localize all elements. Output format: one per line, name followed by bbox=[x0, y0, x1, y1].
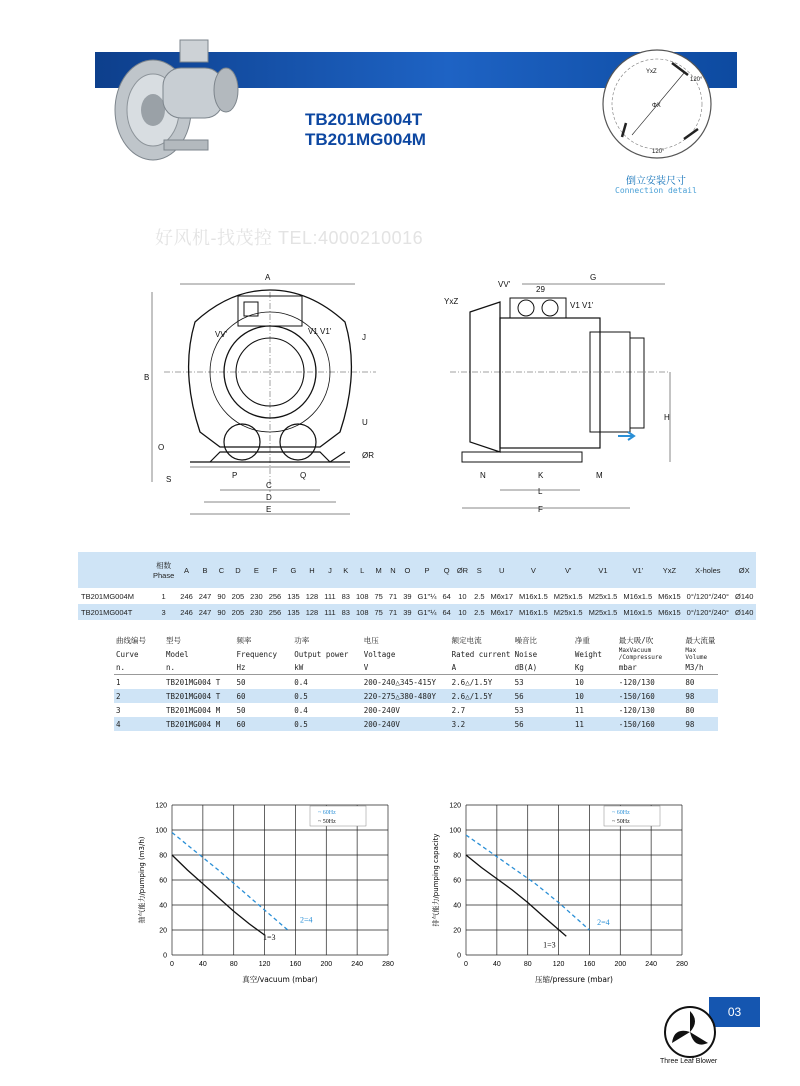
dim-D: D bbox=[266, 493, 272, 502]
dim-VV: VV' bbox=[215, 330, 228, 339]
dimension-value-cell: M16x1.5 bbox=[623, 607, 653, 617]
series-line-50Hz bbox=[466, 855, 566, 936]
performance-table-row bbox=[114, 689, 718, 703]
dimension-value-cell: 108 bbox=[355, 607, 369, 617]
performance-cell: Max Volume bbox=[685, 647, 708, 661]
performance-cell: 11 bbox=[574, 719, 584, 729]
y-tick-label: 80 bbox=[159, 852, 167, 860]
model-title-t: TB201MG004T bbox=[305, 110, 423, 129]
performance-cell: 0.5 bbox=[294, 691, 308, 701]
performance-cell: 80 bbox=[685, 705, 695, 715]
dim-O: O bbox=[158, 443, 165, 452]
performance-cell: 电压 bbox=[363, 636, 379, 645]
performance-cell: Hz bbox=[236, 663, 246, 672]
dim-YxZ: YxZ bbox=[444, 297, 459, 306]
x-axis-label: 真空/vacuum (mbar) bbox=[242, 975, 318, 984]
curve-annotation: 2=4 bbox=[597, 918, 610, 927]
performance-cell: 98 bbox=[685, 719, 695, 729]
dimension-value-cell: 230 bbox=[250, 591, 263, 601]
performance-cell: 50 bbox=[234, 675, 292, 690]
dim-J: J bbox=[362, 333, 366, 342]
x-axis-label: 压缩/pressure (mbar) bbox=[535, 975, 613, 984]
dimension-header-cell: YxZ bbox=[662, 565, 677, 575]
connection-angle2-label: 120° bbox=[652, 149, 665, 155]
performance-cell: 0.4 bbox=[292, 675, 362, 690]
dimension-value-cell: 10 bbox=[458, 607, 467, 617]
dim-Q: Q bbox=[300, 471, 307, 480]
legend-entry: ~ 60Hz bbox=[318, 810, 336, 816]
dimension-value-cell: 2.5 bbox=[474, 607, 485, 617]
performance-cell: TB201MG004 T bbox=[164, 675, 234, 690]
x-tick-label: 200 bbox=[320, 961, 333, 968]
x-tick-label: 240 bbox=[351, 961, 363, 968]
performance-cell: 200-240△345-415Y bbox=[362, 675, 450, 690]
dimension-value-cell: G1"¼ bbox=[417, 591, 437, 601]
dim-U: U bbox=[362, 418, 368, 427]
performance-cell: Frequency bbox=[236, 649, 278, 659]
performance-cell: 11 bbox=[574, 705, 584, 715]
vacuum-chart bbox=[132, 795, 402, 995]
dimension-header-cell: L bbox=[360, 565, 365, 575]
dimension-value-cell: 247 bbox=[198, 591, 212, 601]
x-tick-label: 240 bbox=[645, 961, 657, 968]
dim-R: ØR bbox=[362, 451, 374, 460]
x-tick-label: 200 bbox=[614, 961, 627, 968]
y-tick-label: 20 bbox=[453, 927, 461, 935]
dimension-header-cell: F bbox=[272, 565, 278, 575]
performance-cell: Output power bbox=[294, 649, 349, 659]
performance-table bbox=[114, 634, 718, 731]
performance-table-row bbox=[114, 717, 718, 731]
dimension-value-cell: 39 bbox=[403, 591, 412, 601]
dimension-value-cell: 135 bbox=[287, 607, 300, 617]
dimension-header-cell: M bbox=[375, 565, 382, 575]
performance-table-row bbox=[114, 675, 718, 690]
dimension-value-cell: 205 bbox=[231, 591, 245, 601]
dimension-table-corner bbox=[78, 552, 150, 588]
performance-cell: TB201MG004 T bbox=[166, 691, 221, 701]
performance-cell: Kg bbox=[574, 663, 584, 672]
performance-cell: Curve bbox=[116, 649, 139, 659]
dim-C: C bbox=[266, 481, 272, 490]
y-tick-label: 60 bbox=[453, 877, 461, 885]
curve-annotation: 1=3 bbox=[543, 940, 556, 950]
dimension-value-cell: 205 bbox=[231, 607, 245, 617]
dimension-value-cell: 128 bbox=[305, 591, 319, 601]
performance-cell: 4 bbox=[116, 719, 121, 729]
performance-cell: -120/130 bbox=[618, 705, 655, 715]
dimension-value-cell: 64 bbox=[442, 607, 451, 617]
performance-cell: 60 bbox=[236, 691, 246, 701]
y-tick-label: 100 bbox=[449, 827, 461, 835]
performance-cell: 3 bbox=[116, 705, 121, 715]
dimension-header-cell: V' bbox=[564, 565, 572, 575]
dimension-value-cell: 256 bbox=[268, 591, 282, 601]
x-tick-label: 120 bbox=[552, 961, 565, 968]
performance-cell: 最大流量 bbox=[685, 636, 716, 645]
dimension-table-row bbox=[78, 588, 756, 604]
dimension-header-cell: K bbox=[343, 565, 349, 575]
dimension-table-row bbox=[78, 604, 756, 620]
performance-cell: 50 bbox=[236, 705, 246, 715]
performance-header-row-cn bbox=[114, 634, 718, 647]
dim-M: M bbox=[596, 471, 603, 480]
y-axis-label: 排气能力/pumping capacity bbox=[432, 833, 440, 927]
performance-cell: V bbox=[363, 663, 369, 672]
x-tick-label: 160 bbox=[583, 961, 596, 968]
dimension-value-cell: 90 bbox=[217, 591, 226, 601]
y-tick-label: 40 bbox=[453, 902, 461, 910]
dim-N: N bbox=[480, 471, 486, 480]
dimension-value-cell: 1 bbox=[161, 591, 166, 601]
connection-caption-cn: 倒立安装尺寸 bbox=[626, 176, 686, 187]
dimension-value-cell: M25x1.5 bbox=[588, 591, 618, 601]
dimension-value-cell: 71 bbox=[388, 591, 398, 601]
page-number: 03 bbox=[709, 997, 760, 1027]
dimension-value-cell: 83 bbox=[341, 591, 350, 601]
performance-cell: MaxVacuum /Compressure bbox=[618, 647, 663, 661]
dim-H: H bbox=[664, 413, 670, 422]
performance-cell: 200-240V bbox=[363, 705, 400, 715]
blower-product-image bbox=[108, 28, 248, 168]
performance-cell: 10 bbox=[573, 675, 617, 690]
performance-cell: 2.7 bbox=[451, 705, 466, 715]
dim-K: K bbox=[538, 471, 544, 480]
dimension-header-cell: U bbox=[499, 565, 505, 575]
dimension-value-cell: 0°/120°/240° bbox=[686, 607, 730, 617]
y-tick-label: 0 bbox=[457, 952, 461, 960]
dimension-value-cell: 90 bbox=[217, 607, 226, 617]
dimension-header-cell: V1' bbox=[632, 565, 644, 575]
y-tick-label: 120 bbox=[155, 802, 167, 810]
performance-cell: 220-275△380-480Y bbox=[363, 691, 436, 701]
performance-cell: Rated current bbox=[451, 649, 511, 659]
performance-cell: dB(A) bbox=[514, 663, 538, 672]
dimension-model-cell: TB201MG004M bbox=[81, 591, 134, 601]
curve-annotation: 1=3 bbox=[263, 933, 276, 942]
dim-B: B bbox=[144, 373, 150, 382]
performance-cell: 56 bbox=[514, 691, 524, 701]
dimension-value-cell: 111 bbox=[324, 607, 336, 617]
dimension-header-cell: C bbox=[218, 565, 225, 575]
dimension-table bbox=[78, 552, 756, 620]
performance-cell: n. bbox=[166, 663, 176, 672]
performance-cell: -120/130 bbox=[617, 675, 684, 690]
dimension-value-cell: 64 bbox=[442, 591, 451, 601]
connection-yxz-label: YxZ bbox=[646, 69, 657, 75]
dimension-value-cell: 0°/120°/240° bbox=[686, 591, 730, 601]
x-tick-label: 80 bbox=[229, 961, 238, 968]
connection-diameter-label: ΦX bbox=[652, 103, 661, 109]
dimension-header-cell: V1 bbox=[598, 565, 608, 575]
legend-entry: ~ 50Hz bbox=[318, 819, 336, 825]
dim-A: A bbox=[265, 273, 271, 282]
dimension-header-cell: G bbox=[290, 565, 297, 575]
dimension-value-cell: 247 bbox=[198, 607, 212, 617]
dimension-header-cell: X-holes bbox=[695, 565, 721, 575]
performance-cell: -150/160 bbox=[618, 719, 655, 729]
performance-cell: 曲线编号 bbox=[116, 636, 146, 645]
dimension-value-cell: G1"¼ bbox=[417, 607, 437, 617]
dimension-value-cell: M25x1.5 bbox=[553, 607, 583, 617]
dim-V1-side: V1 V1' bbox=[570, 301, 594, 310]
y-tick-label: 20 bbox=[159, 927, 167, 935]
dimension-model-cell: TB201MG004T bbox=[81, 607, 133, 617]
dimension-value-cell: 246 bbox=[180, 607, 193, 617]
dimension-value-cell: 108 bbox=[355, 591, 369, 601]
performance-cell: 2.6△/1.5Y bbox=[450, 675, 513, 690]
x-tick-label: 80 bbox=[523, 961, 532, 968]
dim-29: 29 bbox=[536, 285, 545, 294]
x-tick-label: 0 bbox=[464, 961, 468, 968]
performance-header-row bbox=[114, 647, 718, 661]
performance-cell: 200-240V bbox=[363, 719, 400, 729]
performance-cell: 10 bbox=[574, 691, 584, 701]
performance-cell: 60 bbox=[236, 719, 246, 729]
three-leaf-logo-icon bbox=[662, 1005, 718, 1059]
dimension-header-cell: B bbox=[202, 565, 208, 575]
chart-legend bbox=[310, 806, 366, 826]
dimension-header-cell: ØR bbox=[456, 565, 469, 575]
performance-cell: n. bbox=[116, 663, 126, 672]
performance-cell: 1 bbox=[114, 675, 164, 690]
performance-units-row bbox=[114, 661, 718, 675]
dimension-value-cell: 128 bbox=[305, 607, 319, 617]
dimension-header-cell: A bbox=[184, 565, 190, 575]
x-tick-label: 40 bbox=[492, 961, 501, 968]
dimension-header-cell: V bbox=[530, 565, 536, 575]
pressure-chart bbox=[426, 795, 696, 995]
dimension-value-cell: 3 bbox=[161, 607, 166, 617]
dimension-value-cell: M6x17 bbox=[490, 607, 514, 617]
y-axis-label: 抽气能力/pumping (m3/h) bbox=[138, 836, 146, 924]
performance-cell: A bbox=[451, 663, 457, 672]
dimension-header-cell: E bbox=[253, 565, 259, 575]
chart-legend bbox=[604, 806, 660, 826]
dimension-header-cell: Q bbox=[443, 565, 450, 575]
dimension-value-cell: 230 bbox=[250, 607, 263, 617]
performance-cell: mbar bbox=[618, 663, 637, 672]
dim-G: G bbox=[590, 273, 597, 282]
performance-cell: 80 bbox=[683, 675, 718, 690]
dimension-header-cell: P bbox=[424, 565, 430, 575]
dimension-value-cell: 75 bbox=[374, 607, 383, 617]
connection-detail-diagram bbox=[602, 45, 712, 163]
performance-cell: 53 bbox=[514, 705, 524, 715]
dim-E: E bbox=[266, 505, 272, 514]
x-tick-label: 280 bbox=[382, 961, 394, 968]
dimension-value-cell: M6x15 bbox=[658, 591, 681, 601]
dimension-header-cell: H bbox=[309, 565, 315, 575]
performance-cell: M3/h bbox=[685, 663, 704, 672]
dimension-value-cell: 135 bbox=[287, 591, 300, 601]
dimension-value-cell: 2.5 bbox=[474, 591, 485, 601]
dimension-header-cell: N bbox=[390, 565, 396, 575]
performance-cell: 0.4 bbox=[294, 705, 308, 715]
performance-cell: Weight bbox=[574, 649, 602, 659]
dimension-value-cell: 71 bbox=[388, 607, 398, 617]
dimension-header-cell: 相数 Phase bbox=[153, 561, 175, 580]
performance-cell: -150/160 bbox=[618, 691, 655, 701]
x-tick-label: 280 bbox=[676, 961, 688, 968]
performance-cell: TB201MG004 M bbox=[166, 719, 221, 729]
x-tick-label: 0 bbox=[170, 961, 174, 968]
dimension-header-cell: S bbox=[476, 565, 482, 575]
watermark: 好风机-找茂控 TEL:4000210016 bbox=[155, 228, 424, 248]
dimension-value-cell: M25x1.5 bbox=[588, 607, 618, 617]
y-tick-label: 40 bbox=[159, 902, 167, 910]
dimension-table-header bbox=[78, 552, 756, 588]
dimension-value-cell: 256 bbox=[268, 607, 282, 617]
dimension-value-cell: Ø140 bbox=[735, 607, 754, 617]
dimension-value-cell: 246 bbox=[180, 591, 193, 601]
dimension-value-cell: M16x1.5 bbox=[519, 591, 548, 601]
dimension-value-cell: Ø140 bbox=[735, 591, 754, 601]
model-title-m: TB201MG004M bbox=[305, 130, 426, 149]
performance-cell: 0.5 bbox=[294, 719, 308, 729]
series-line-50Hz bbox=[172, 855, 265, 935]
performance-cell: kW bbox=[294, 663, 304, 672]
performance-cell: 最大吸/吹 bbox=[618, 636, 654, 645]
x-tick-label: 120 bbox=[258, 961, 271, 968]
dimension-value-cell: M16x1.5 bbox=[623, 591, 653, 601]
dimension-value-cell: M6x17 bbox=[490, 591, 514, 601]
performance-cell: Model bbox=[166, 649, 189, 659]
y-tick-label: 100 bbox=[155, 827, 167, 835]
performance-cell: 净重 bbox=[574, 636, 590, 645]
dimension-value-cell: 10 bbox=[458, 591, 467, 601]
dim-S: S bbox=[166, 475, 172, 484]
performance-cell: Noise bbox=[514, 649, 538, 659]
y-tick-label: 60 bbox=[159, 877, 167, 885]
performance-cell: 功率 bbox=[294, 636, 310, 645]
legend-entry: ~ 60Hz bbox=[612, 810, 630, 816]
performance-cell: 型号 bbox=[166, 636, 182, 645]
performance-cell: 频率 bbox=[236, 636, 252, 645]
performance-cell: 56 bbox=[514, 719, 524, 729]
dimension-value-cell: 111 bbox=[324, 591, 336, 601]
side-view-drawing bbox=[440, 262, 680, 524]
series-line-60Hz bbox=[172, 833, 288, 931]
dimension-value-cell: 39 bbox=[403, 607, 412, 617]
dim-P: P bbox=[232, 471, 238, 480]
performance-table-row bbox=[114, 703, 718, 717]
performance-cell: 2.6△/1.5Y bbox=[451, 691, 493, 701]
curve-annotation: 2=4 bbox=[300, 915, 313, 925]
dimension-header-cell: J bbox=[328, 565, 332, 575]
performance-cell: Voltage bbox=[363, 649, 396, 659]
dimension-value-cell: 75 bbox=[374, 591, 383, 601]
connection-angle1-label: 120° bbox=[690, 77, 703, 83]
performance-cell: 额定电流 bbox=[451, 636, 482, 645]
dim-V1V1: V1 V1' bbox=[308, 327, 332, 336]
performance-cell: 2 bbox=[116, 691, 121, 701]
legend-entry: ~ 50Hz bbox=[612, 819, 630, 825]
x-tick-label: 160 bbox=[289, 961, 302, 968]
dim-L: L bbox=[538, 487, 543, 496]
dimension-value-cell: 83 bbox=[341, 607, 350, 617]
dim-VV-side: VV' bbox=[498, 280, 511, 289]
dimension-header-cell: D bbox=[235, 565, 241, 575]
performance-cell: 53 bbox=[513, 675, 573, 690]
dimension-value-cell: M16x1.5 bbox=[519, 607, 548, 617]
dim-F: F bbox=[538, 505, 543, 514]
y-tick-label: 80 bbox=[453, 852, 461, 860]
dimension-value-cell: M6x15 bbox=[658, 607, 681, 617]
dimension-value-cell: M25x1.5 bbox=[553, 591, 583, 601]
performance-cell: 3.2 bbox=[451, 719, 466, 729]
y-tick-label: 120 bbox=[449, 802, 461, 810]
performance-cell: 98 bbox=[685, 691, 695, 701]
connection-caption-en: Connection detail bbox=[615, 186, 697, 195]
logo-text: Three Leaf Blower bbox=[660, 1058, 718, 1065]
dimension-header-cell: O bbox=[404, 565, 411, 575]
x-tick-label: 40 bbox=[198, 961, 207, 968]
dimension-header-cell: ØX bbox=[738, 565, 750, 575]
y-tick-label: 0 bbox=[163, 952, 167, 960]
performance-cell: 噪音比 bbox=[514, 636, 538, 645]
front-view-drawing bbox=[140, 262, 374, 524]
performance-cell: TB201MG004 M bbox=[166, 705, 221, 715]
